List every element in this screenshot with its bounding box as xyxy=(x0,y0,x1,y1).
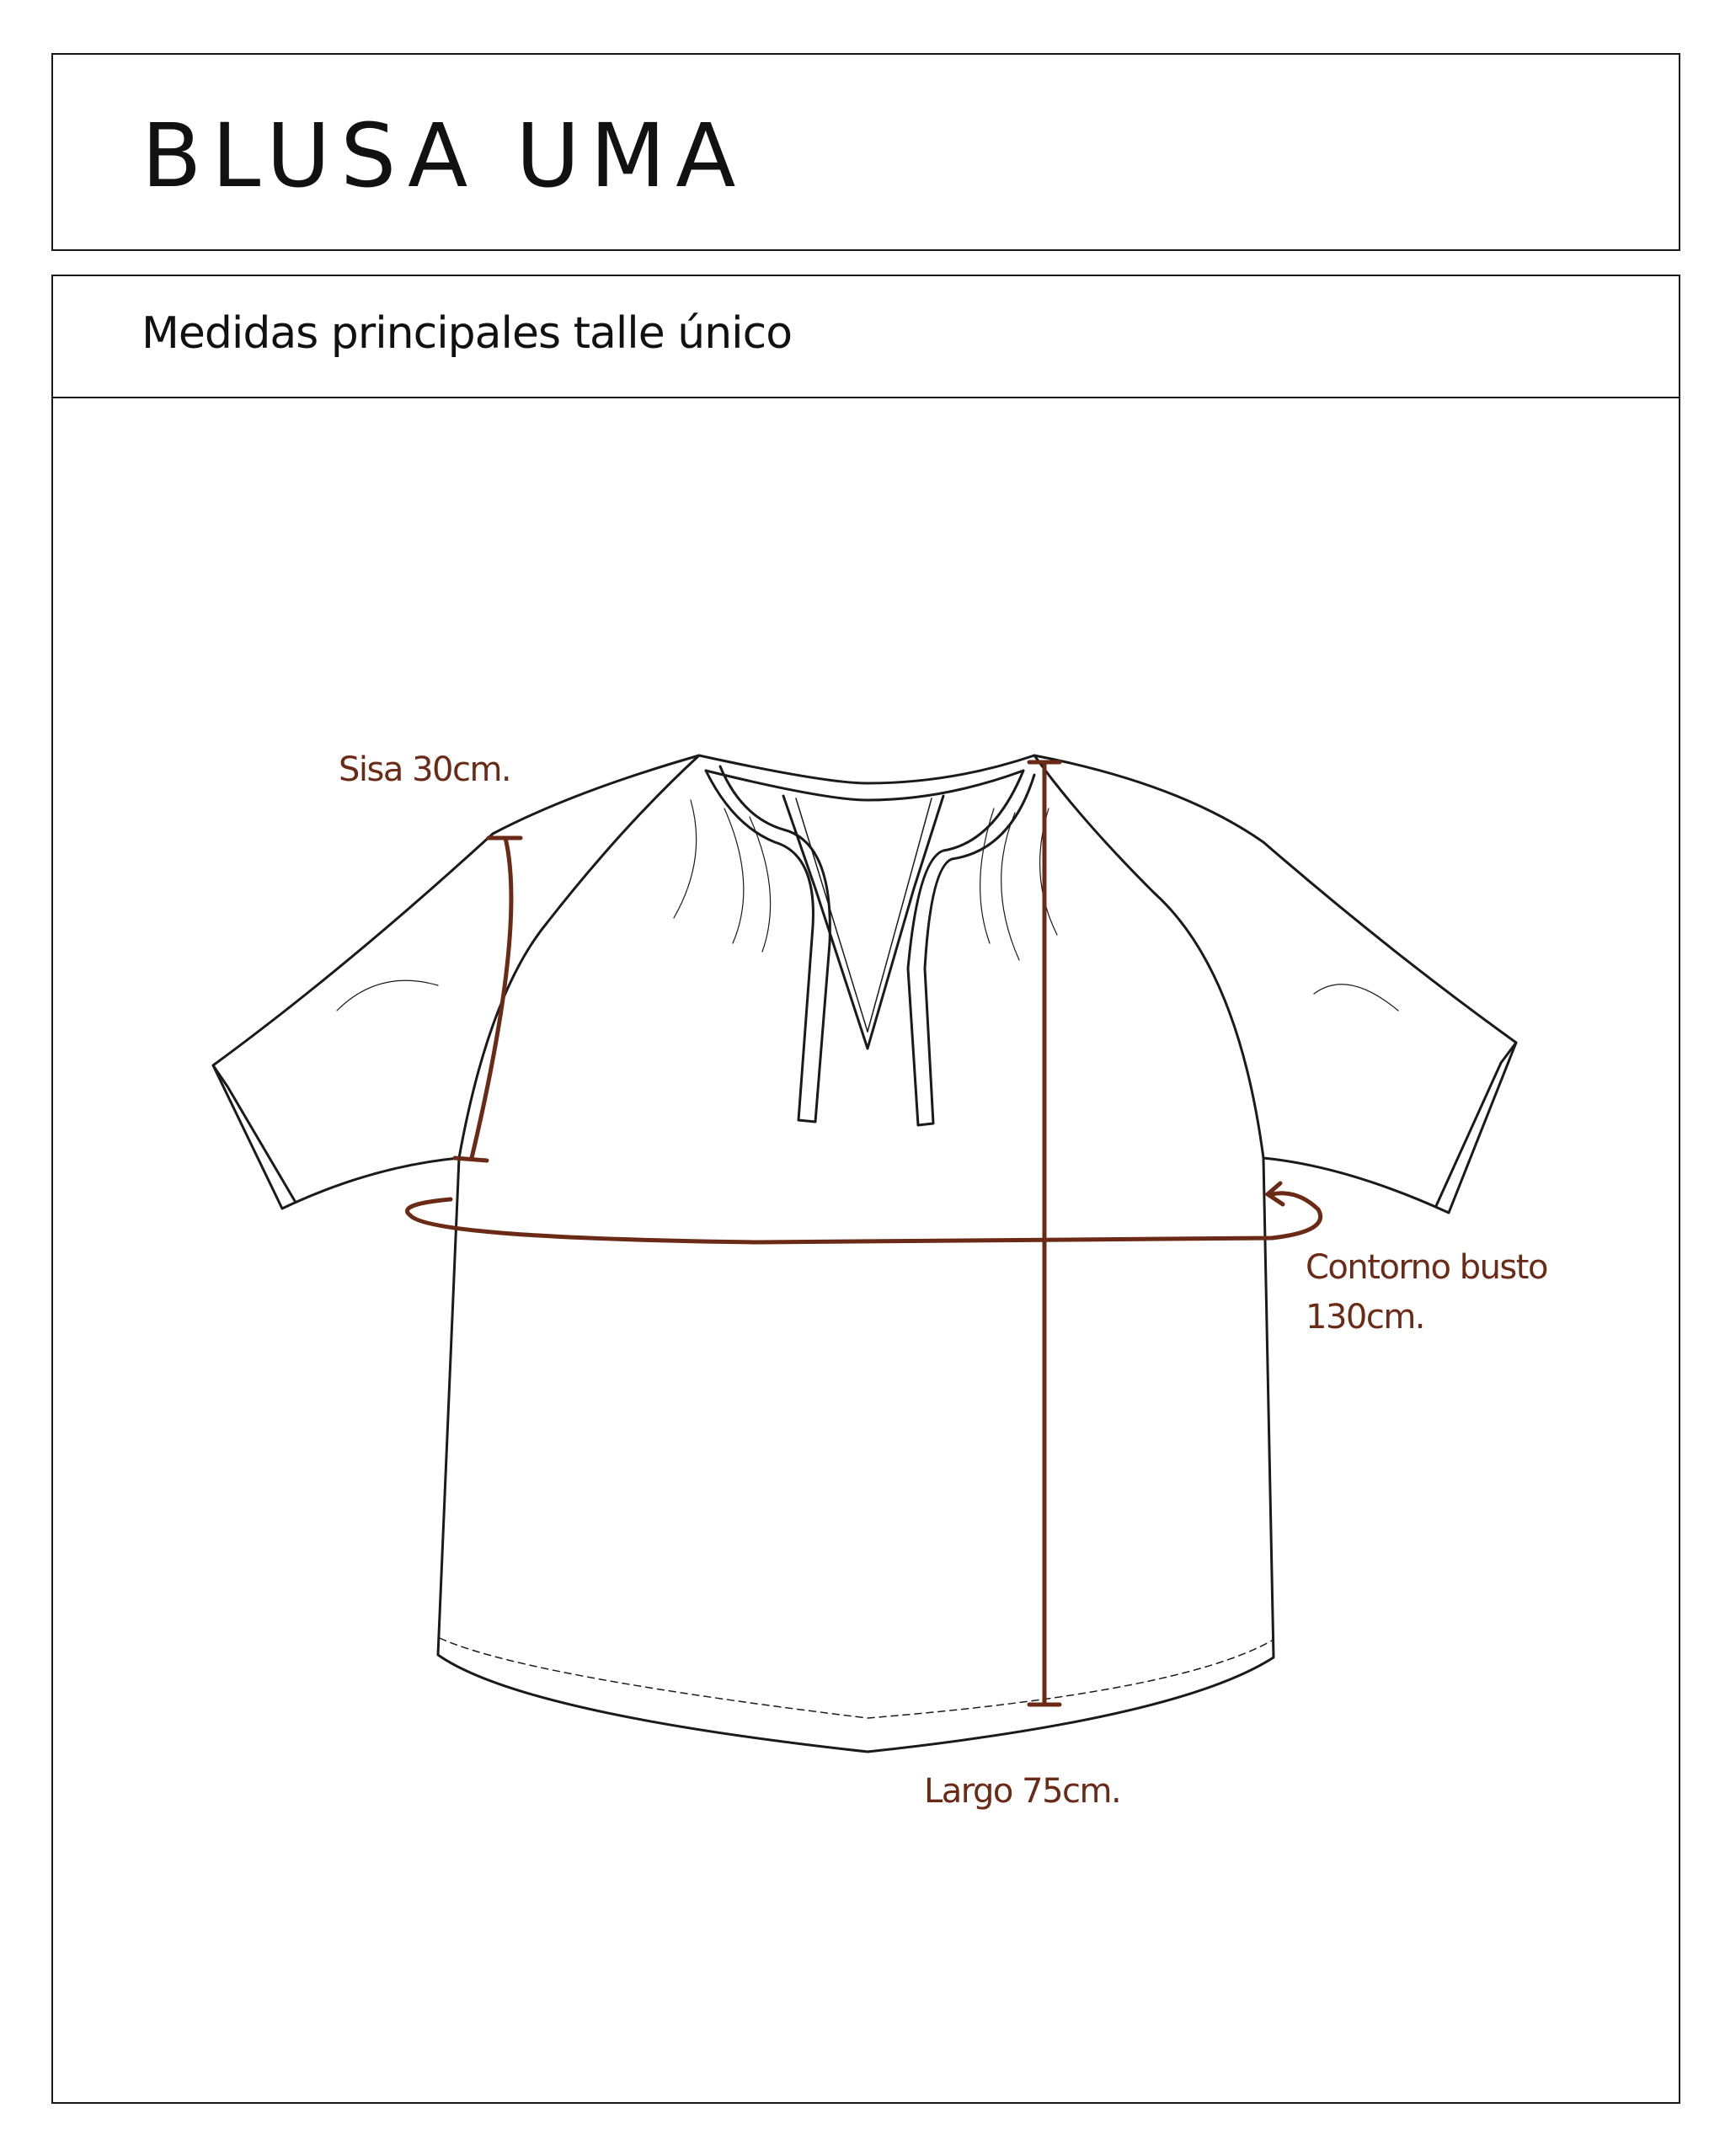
sisa-label: Sisa 30cm. xyxy=(339,750,511,789)
title-box xyxy=(51,53,1680,251)
busto-label-line1: Contorno busto xyxy=(1306,1248,1547,1287)
panel-subtitle: Medidas principales talle único xyxy=(142,308,793,359)
measurements-panel xyxy=(51,275,1680,2104)
page-title: BLUSA UMA xyxy=(142,104,746,207)
subtitle-divider xyxy=(53,397,1679,398)
busto-label-line2: 130cm. xyxy=(1306,1298,1425,1337)
largo-label: Largo 75cm. xyxy=(924,1772,1121,1811)
